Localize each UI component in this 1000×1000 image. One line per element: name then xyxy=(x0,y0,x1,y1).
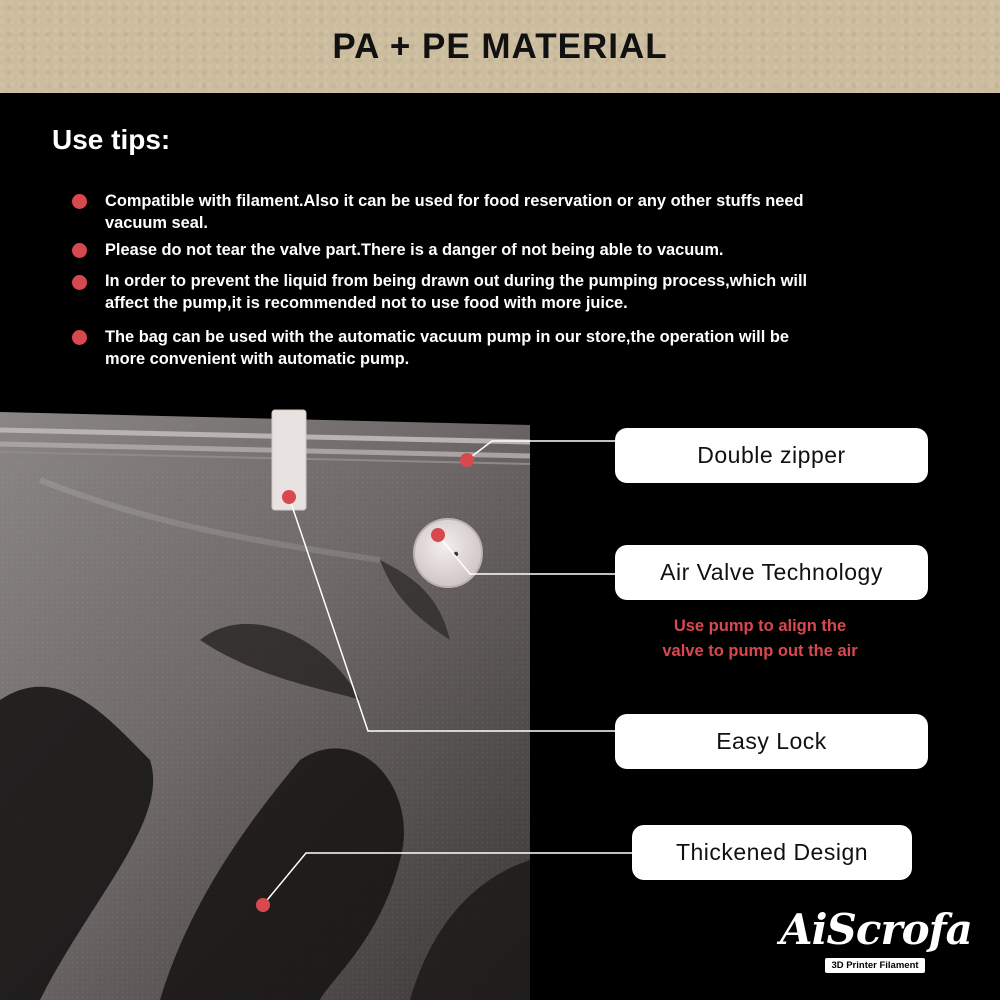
banner-title: PA + PE MATERIAL xyxy=(332,26,668,66)
tips-heading: Use tips: xyxy=(52,124,171,155)
callout-air-valve xyxy=(615,545,928,600)
air-valve-hint xyxy=(640,614,880,664)
hint-line: Use pump to align the xyxy=(673,617,847,635)
tip-line: more convenient with automatic pump. xyxy=(105,350,410,368)
marker-dot-icon xyxy=(282,490,296,504)
brand-tagline: 3D Printer Filament xyxy=(825,958,924,973)
callout-label: Air Valve Technology xyxy=(660,559,883,585)
marker-dot-icon xyxy=(460,453,474,467)
marker-dot-icon xyxy=(256,898,270,912)
hint-line: valve to pump out the air xyxy=(662,642,858,660)
callout-label: Double zipper xyxy=(697,442,846,468)
tip-line: Compatible with filament.Also it can be used for food reservation or any other stuffs need xyxy=(105,192,804,210)
callout-easy-lock xyxy=(615,714,928,769)
callout-label: Thickened Design xyxy=(675,839,869,865)
marker-dot-icon xyxy=(431,528,445,542)
callout-double-zipper xyxy=(615,428,928,483)
tip-line: affect the pump,it is recommended not to use food with more juice. xyxy=(105,294,628,312)
tip-line: In order to prevent the liquid from being drawn out during the pumping process,which will xyxy=(105,272,808,290)
callout-thickened-design xyxy=(632,825,912,880)
tip-line: Please do not tear the valve part.There is a danger of not being able to vacuum. xyxy=(105,241,724,259)
tip-line: The bag can be used with the automatic vacuum pump in our store,the operation will be xyxy=(105,328,789,346)
tip-line: vacuum seal. xyxy=(105,214,208,232)
brand-logo xyxy=(780,905,970,985)
callout-label: Easy Lock xyxy=(716,728,827,754)
brand-wordmark: AiScrofa xyxy=(780,905,972,954)
